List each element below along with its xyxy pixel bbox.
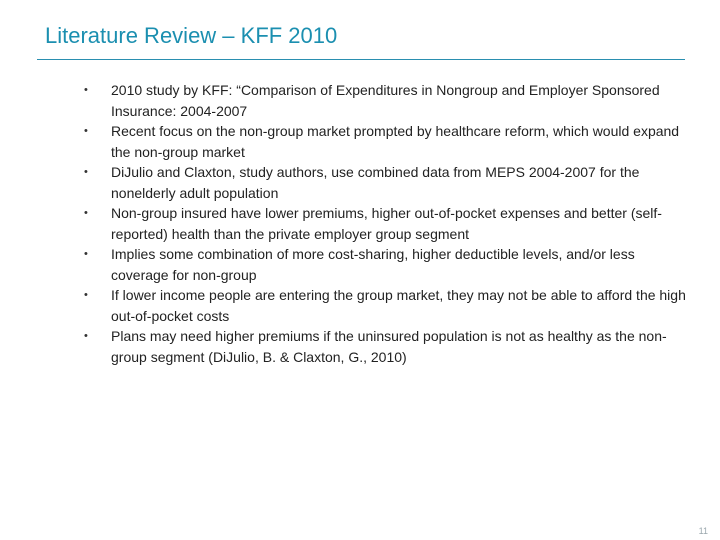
bullet-text: Plans may need higher premiums if the uninsured population is not as healthy as the non-group segment (DiJulio, B. & Claxton, G., 2010) [111, 328, 667, 365]
bullet-list [84, 80, 689, 367]
bullet-dot-icon: • [84, 248, 88, 260]
bullet-text: Non-group insured have lower premiums, higher out-of-pocket expenses and better (self-reported) health than the private employer group segment [111, 205, 662, 242]
bullet-text: Recent focus on the non-group market prompted by healthcare reform, which would expand the non-group market [111, 123, 680, 160]
bullet-dot-icon: • [84, 84, 88, 96]
bullet-dot-icon: • [84, 166, 88, 178]
bullet-dot-icon: • [84, 207, 88, 219]
bullet-item [84, 203, 689, 244]
bullet-dot-icon: • [84, 330, 88, 342]
bullet-dot-icon: • [84, 289, 88, 301]
bullet-text: DiJulio and Claxton, study authors, use combined data from MEPS 2004-2007 for the nonelderly adult population [111, 164, 640, 201]
bullet-item [84, 121, 689, 162]
bullet-text: Implies some combination of more cost-sharing, higher deductible levels, and/or less coverage for non-group [111, 246, 635, 283]
bullet-dot-icon: • [84, 125, 88, 137]
slide-number: 11 [698, 526, 708, 536]
bullet-item [84, 80, 689, 121]
bullet-item [84, 285, 689, 326]
bullet-item [84, 162, 689, 203]
title-divider [37, 59, 685, 60]
bullet-text: If lower income people are entering the group market, they may not be able to afford the high out-of-pocket costs [111, 287, 686, 324]
bullet-item [84, 326, 689, 367]
slide-title: Literature Review – KFF 2010 [45, 23, 338, 48]
bullet-item [84, 244, 689, 285]
bullet-text: 2010 study by KFF: “Comparison of Expenditures in Nongroup and Employer Sponsored Insurance: 2004-2007 [111, 82, 660, 119]
